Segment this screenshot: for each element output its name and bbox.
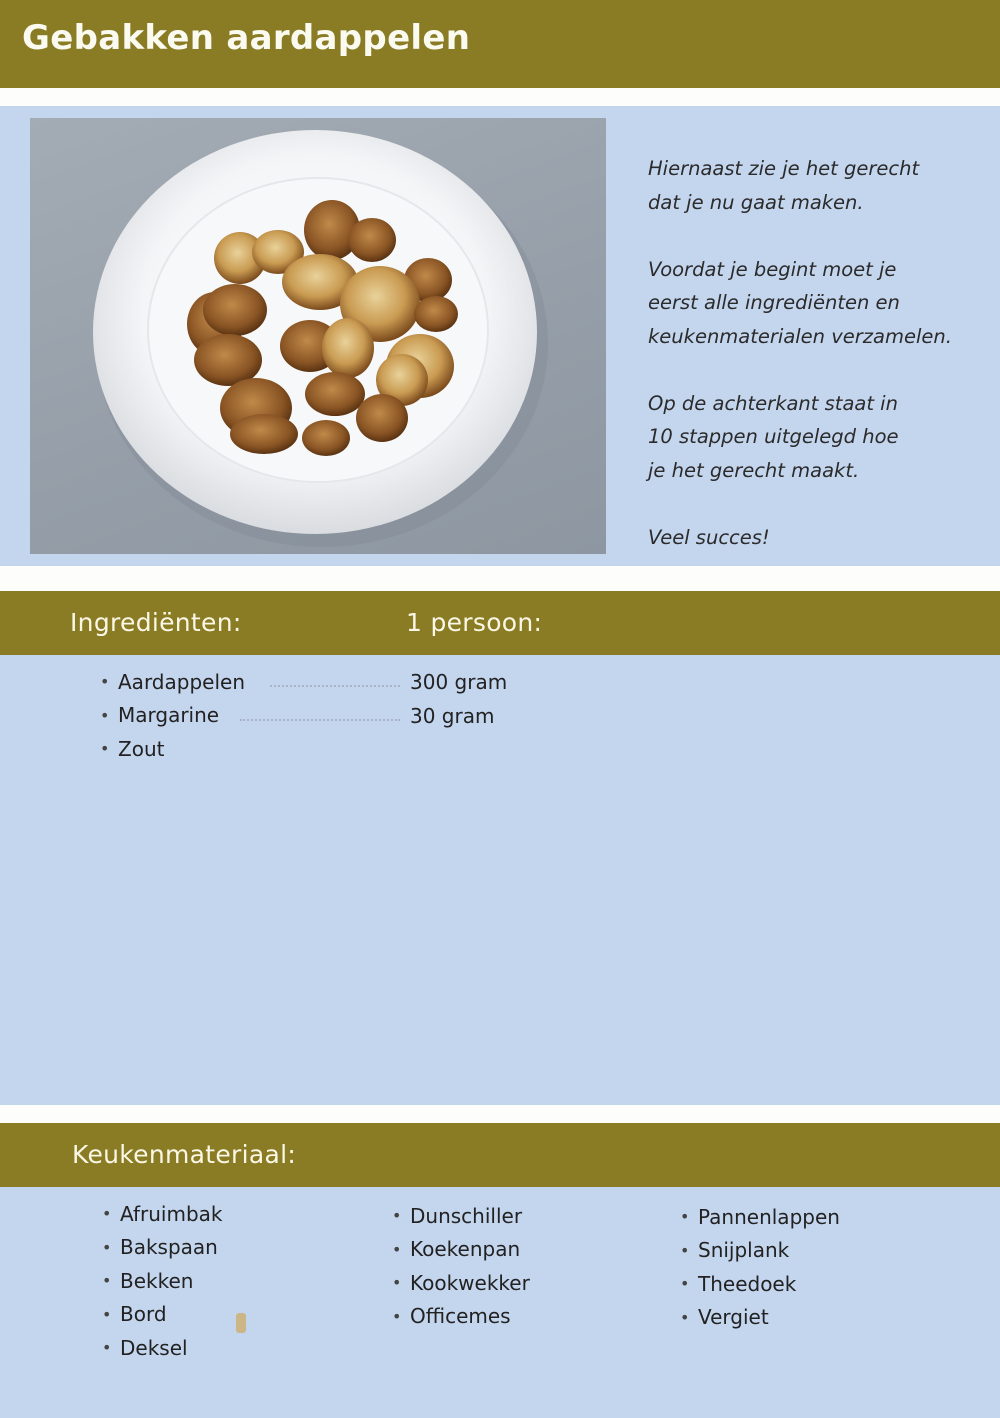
material-item [392, 1266, 530, 1300]
material-item [392, 1199, 530, 1233]
material-name: Pannenlappen [698, 1204, 840, 1229]
dotted-leader [270, 685, 400, 687]
ingredient-quantity: 30 gram [410, 703, 495, 728]
materials-band [0, 1123, 1000, 1187]
ingredient-item [100, 699, 520, 733]
bullet-icon: • [392, 1306, 402, 1326]
material-item [102, 1331, 222, 1365]
material-item [392, 1233, 530, 1267]
intro-paragraph: Op de achterkant staat in 10 stappen uitgelegd hoe je het gerecht maakt. [648, 391, 899, 482]
bullet-icon: • [680, 1274, 690, 1294]
page-title: Gebakken aardappelen [22, 18, 471, 58]
material-name: Officemes [410, 1304, 511, 1329]
paper-stain [236, 1313, 246, 1333]
intro-paragraph: Veel succes! [648, 525, 770, 549]
materials-panel [0, 1187, 1000, 1418]
materials-header: Keukenmateriaal: [72, 1140, 297, 1169]
materials-column [102, 1197, 222, 1365]
material-name: Vergiet [698, 1305, 769, 1330]
material-item [102, 1231, 222, 1265]
ingredient-name: Zout [118, 736, 165, 761]
bullet-icon: • [392, 1206, 402, 1226]
ingredient-name: Aardappelen [118, 669, 245, 694]
ingredients-panel [0, 655, 1000, 1105]
title-band [0, 0, 1000, 88]
dotted-leader [240, 719, 400, 721]
material-name: Koekenpan [410, 1237, 521, 1262]
material-name: Deksel [120, 1335, 188, 1360]
ingredients-list [100, 665, 520, 766]
material-name: Theedoek [698, 1271, 797, 1296]
material-item [680, 1301, 840, 1335]
material-name: Snijplank [698, 1238, 790, 1263]
ingredient-quantity: 300 gram [410, 670, 508, 694]
ingredients-band [0, 591, 1000, 655]
bullet-icon: • [102, 1271, 112, 1291]
bullet-icon: • [100, 672, 110, 692]
bullet-icon: • [102, 1237, 112, 1257]
bullet-icon: • [680, 1240, 690, 1260]
material-name: Dunschiller [410, 1203, 523, 1228]
bullet-icon: • [100, 739, 110, 759]
intro-panel [0, 106, 1000, 566]
material-name: Bekken [120, 1268, 194, 1293]
bullet-icon: • [102, 1304, 112, 1324]
material-name: Bord [120, 1302, 167, 1327]
material-item [102, 1298, 222, 1332]
intro-paragraph: Hiernaast zie je het gerecht dat je nu gaat maken. [648, 157, 920, 214]
intro-paragraph: Voordat je begint moet je eerst alle ingrediënten en keukenmaterialen verzamelen. [648, 257, 952, 348]
fried-potatoes-illustration [30, 118, 606, 554]
bullet-icon: • [102, 1204, 112, 1224]
material-item [680, 1200, 840, 1234]
material-item [102, 1264, 222, 1298]
materials-column [392, 1199, 530, 1333]
bullet-icon: • [392, 1239, 402, 1259]
bullet-icon: • [100, 705, 110, 725]
bullet-icon: • [680, 1307, 690, 1327]
ingredient-name: Margarine [118, 703, 220, 728]
material-item [392, 1300, 530, 1334]
bullet-icon: • [680, 1207, 690, 1227]
material-item [680, 1234, 840, 1268]
ingredients-header: Ingrediënten: [70, 608, 242, 637]
dish-photo [30, 118, 606, 554]
ingredient-item [100, 665, 520, 699]
material-name: Kookwekker [410, 1270, 530, 1295]
bullet-icon: • [392, 1273, 402, 1293]
materials-column [680, 1200, 840, 1334]
material-name: Afruimbak [120, 1201, 223, 1226]
material-name: Bakspaan [120, 1235, 218, 1260]
material-item [102, 1197, 222, 1231]
divider [0, 1105, 1000, 1123]
material-item [680, 1267, 840, 1301]
servings-header: 1 persoon: [406, 608, 543, 637]
ingredient-item [100, 732, 520, 766]
bullet-icon: • [102, 1338, 112, 1358]
intro-text [648, 152, 998, 588]
